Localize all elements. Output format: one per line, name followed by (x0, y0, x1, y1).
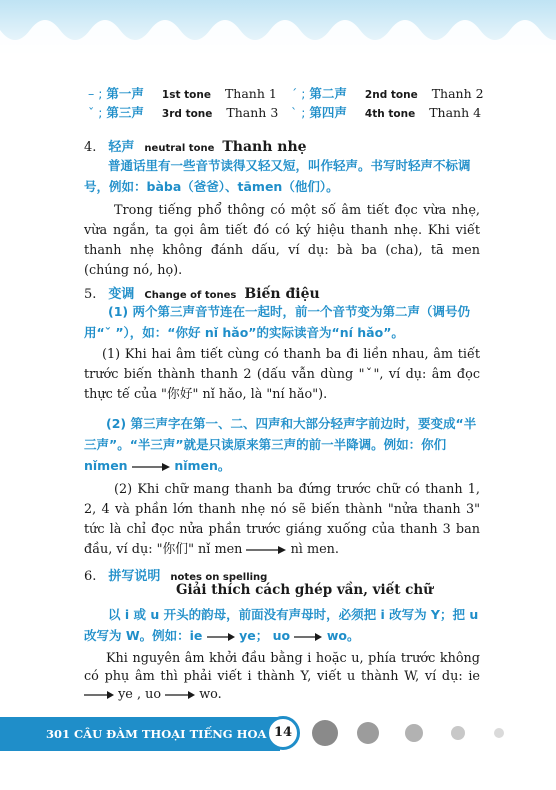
section-number: 5. (84, 287, 97, 302)
section-title-vi: Thanh nhẹ (222, 139, 307, 155)
paragraph-text: Khi nguyên âm khởi đầu bằng i hoặc u, phía trước không có phụ âm thì phải viết i thành Y, viết u thành W, ví dụ: ie (84, 651, 480, 684)
decorative-dot (494, 728, 504, 738)
arrow-right-icon (294, 632, 322, 642)
tone-mark: – ; (88, 86, 103, 101)
tone-vi: Thanh 2 (431, 86, 484, 101)
page-number: 14 (266, 716, 300, 750)
section-title-cn: 轻声 (108, 140, 135, 155)
section-title-cn: 拼写说明 (108, 569, 161, 584)
paragraph-text: (2) Khi chữ mang thanh ba đứng trước chữ có thanh 1, 2, 4 và phần lớn thanh nhẹ nó sẽ biến thành "nửa thanh 3" tức là chỉ đọc nửa phần trước giáng xuống của thanh 3 ban đầu, ví dụ: "你们" nǐ men (84, 482, 480, 557)
decorative-dot (357, 722, 379, 744)
section-5-cn-paragraph-1: (1) 两个第三声音节连在一起时，前一个音节变为第二声（调号仍用“ˇ ”），如：“你好 nǐ hǎo”的实际读音为“ní hǎo”。 (84, 304, 470, 340)
paragraph-text: nǐmen。 (174, 458, 231, 473)
tone-mark: ˇ ; (88, 105, 103, 120)
section-number: 6. (84, 569, 97, 584)
section-5-vi-paragraph-2 (84, 480, 480, 560)
tone-vi: Thanh 1 (224, 86, 277, 101)
arrow-right-icon (207, 632, 235, 642)
decorative-dot (312, 720, 338, 746)
paragraph-text: 以 i 或 u 开头的韵母，前面没有声母时，必须把 i 改写为 Y；把 u 改写为 W。例如：ie (84, 607, 479, 643)
wave-decoration (0, 0, 556, 60)
tone-item-2 (291, 84, 484, 102)
section-5-cn-paragraph-2 (84, 413, 480, 476)
decorative-dot (451, 726, 465, 740)
arrow-right-icon (246, 545, 286, 555)
section-6-vi-paragraph (84, 650, 480, 704)
paragraph-text: (2) 第三声字在第一、二、四声和大部分轻声字前边时，要变成“半三声”。“半三声”就是只读原来第三声的前一半降调。例如：你们 nǐmen (84, 416, 477, 473)
tone-mark: ˋ ; (291, 105, 306, 120)
paragraph-text: ye , uo (118, 687, 162, 702)
top-decorative-banner (0, 0, 556, 60)
section-4-vi-paragraph: Trong tiếng phổ thông có một số âm tiết đọc vừa nhẹ, vừa ngắn, ta gọi âm tiết đó có ký hiệu thanh nhẹ. Khi viết thanh nhẹ không đánh dấu, ví dụ: bà ba (cha), tā men (chúng nó, họ). (84, 203, 480, 278)
tone-mark: ˊ ; (291, 86, 306, 101)
section-4-heading (84, 136, 307, 155)
paragraph-text: nì men. (290, 542, 339, 557)
arrow-right-icon (84, 690, 114, 700)
tone-item-1 (88, 84, 277, 102)
paragraph-text: wo. (199, 687, 222, 702)
tone-en: 3rd tone (161, 108, 213, 120)
tone-cn: 第四声 (309, 105, 347, 120)
tone-cn: 第二声 (309, 86, 347, 101)
tone-en: 1st tone (161, 89, 211, 101)
footer-title-bar (0, 717, 280, 751)
arrow-right-icon (132, 462, 170, 472)
paragraph-text: ye； uo (239, 628, 291, 643)
book-title: 301 CÂU ĐÀM THOẠI TIẾNG HOA (46, 727, 267, 741)
section-title-vi: Biến điệu (244, 286, 320, 302)
tone-vi: Thanh 3 (226, 105, 279, 120)
tone-cn: 第三声 (106, 105, 144, 120)
section-title-en: Change of tones (144, 290, 237, 301)
section-title-cn: 变调 (108, 287, 135, 302)
tone-en: 2nd tone (364, 89, 418, 101)
tone-cn: 第一声 (106, 86, 144, 101)
paragraph-text: wo。 (326, 628, 360, 643)
tone-item-3 (88, 103, 278, 121)
section-6-cn-paragraph (84, 604, 480, 646)
tone-vi: Thanh 4 (429, 105, 482, 120)
section-number: 4. (84, 140, 97, 155)
tone-en: 4th tone (364, 108, 416, 120)
section-5-heading (84, 283, 320, 302)
section-6-vi-title: Giải thích cách ghép vần, viết chữ (176, 582, 433, 598)
decorative-dot (405, 724, 423, 742)
arrow-right-icon (165, 690, 195, 700)
section-title-en: neutral tone (144, 143, 215, 154)
section-4-cn-paragraph: 普通话里有一些音节读得又轻又短，叫作轻声。书写时轻声不标调号，例如：bàba（爸爸）、tāmen（他们）。 (84, 158, 471, 194)
section-title-en: notes on spelling (170, 572, 268, 583)
section-5-vi-paragraph-1: (1) Khi hai âm tiết cùng có thanh ba đi liền nhau, âm tiết trước biến thành thanh 2 (dấu vẫn dùng "ˇ", ví dụ: âm đọc thực tế của "你好" nǐ hǎo, là "ní hǎo"). (84, 347, 480, 402)
tone-item-4 (291, 103, 481, 121)
